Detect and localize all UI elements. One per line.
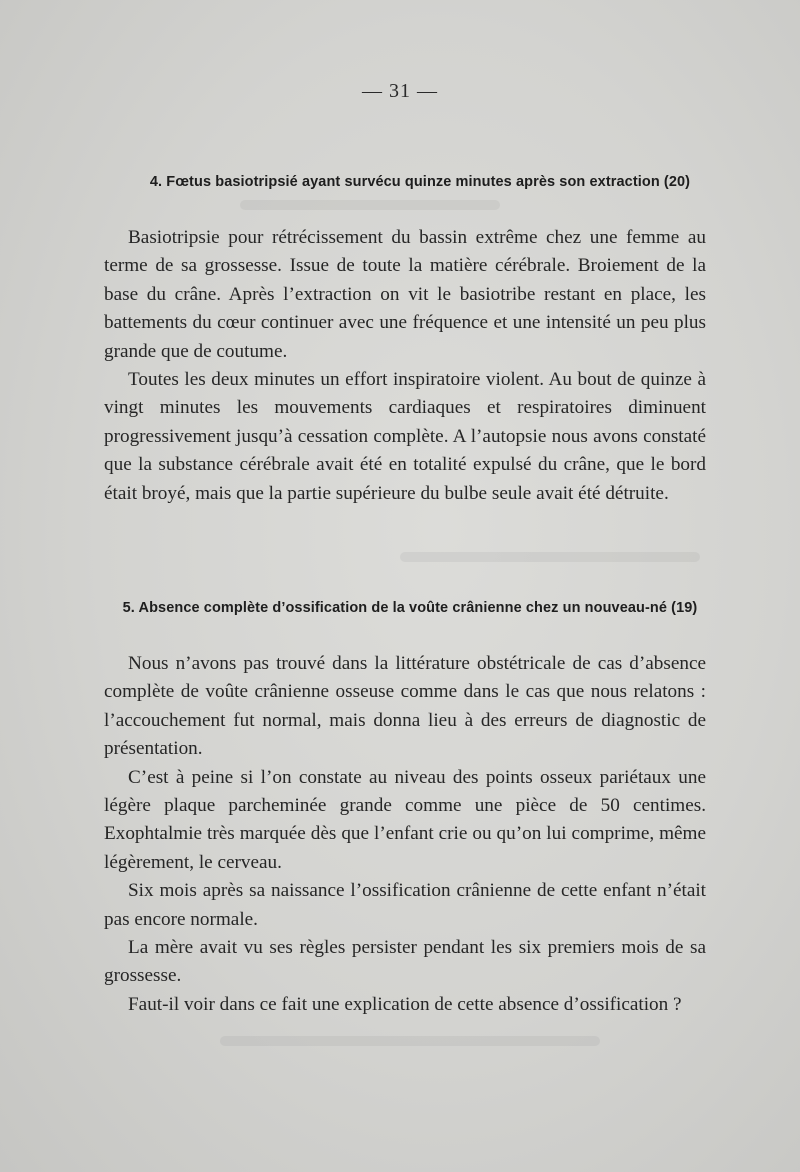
paragraph: Faut-il voir dans ce fait une explication de cette absence d’ossification ? bbox=[128, 993, 682, 1015]
section-4-body bbox=[104, 224, 706, 508]
paragraph: Toutes les deux minutes un effort inspiratoire violent. Au bout de quinze à vingt minutes les mouvements cardiaques et respiratoires diminuent progressivement jusqu’à cessation complète. A l’autopsie nous avons constaté que la substance cérébrale avait été en totalité expulsé du crâne, que le bord était broyé, mais que la partie supérieure du bulbe seule avait été détruite. bbox=[104, 369, 706, 504]
bleed-through-smudge bbox=[220, 1036, 600, 1046]
bleed-through-smudge bbox=[400, 552, 700, 562]
section-heading-5: 5. Absence complète d’ossification de la voûte crânienne chez un nouveau-né (19) bbox=[122, 600, 698, 616]
section-5-body bbox=[104, 650, 706, 1019]
section-heading-4: 4. Fœtus basiotripsié ayant survécu quinze minutes après son extraction (20) bbox=[149, 174, 691, 190]
paragraph: Six mois après sa naissance l’ossification crânienne de cette enfant n’était pas encore normale. bbox=[104, 880, 706, 930]
page-number: — 31 — bbox=[362, 80, 438, 102]
paragraph: C’est à peine si l’on constate au niveau des points osseux pariétaux une légère plaque parcheminée grande comme une pièce de 50 centimes. Exophtalmie très marquée dès que l’enfant crie ou qu’on lui comprime, même légèrement, le cerveau. bbox=[104, 766, 706, 873]
bleed-through-smudge bbox=[240, 200, 500, 210]
paragraph: La mère avait vu ses règles persister pendant les six premiers mois de sa grossesse. bbox=[104, 937, 706, 987]
paragraph: Nous n’avons pas trouvé dans la littérature obstétricale de cas d’absence complète de voûte crânienne osseuse comme dans le cas que nous relatons : l’accouchement fut normal, mais donna lieu à des erreurs de diagnostic de présentation. bbox=[104, 653, 706, 760]
paragraph: Basiotripsie pour rétrécissement du bassin extrême chez une femme au terme de sa grossesse. Issue de toute la matière cérébrale. Broiement de la base du crâne. Après l’extraction on vit le basiotribe restant en place, les battements du cœur continuer avec une fréquence et une intensité un peu plus grande que de coutume. bbox=[104, 227, 706, 362]
